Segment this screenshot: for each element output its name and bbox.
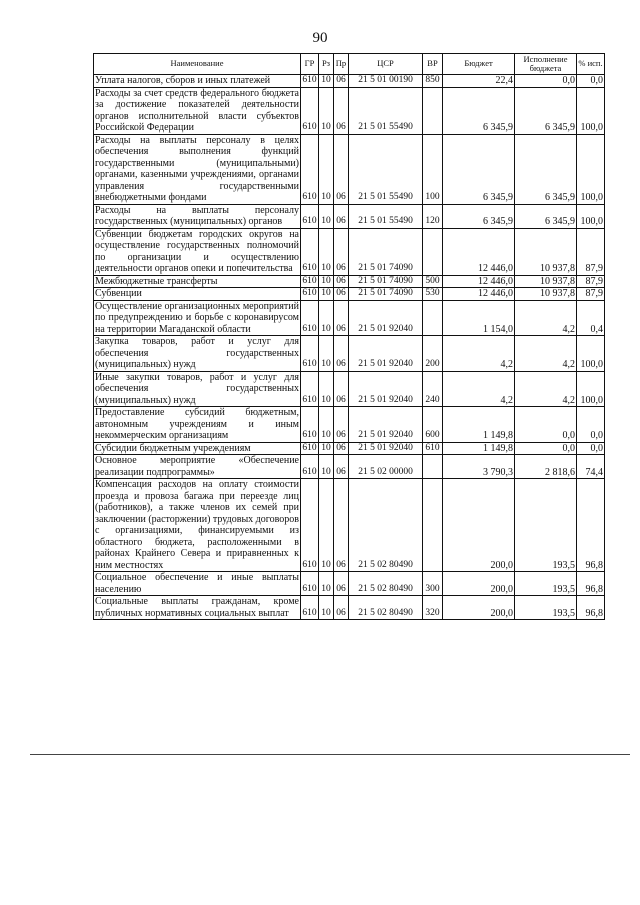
row-rz: 10 <box>319 596 334 620</box>
row-csr: 21 5 02 80490 <box>349 596 423 620</box>
row-execution: 193,5 <box>515 596 577 620</box>
table-row <box>94 455 605 479</box>
header-rz: Рз <box>319 54 334 75</box>
row-rz: 10 <box>319 75 334 88</box>
row-csr: 21 5 01 74090 <box>349 275 423 288</box>
row-percent: 96,8 <box>577 596 605 620</box>
table-row <box>94 572 605 596</box>
row-csr: 21 5 02 80490 <box>349 479 423 572</box>
row-csr: 21 5 02 80490 <box>349 572 423 596</box>
header-gr: ГР <box>301 54 319 75</box>
row-pr: 06 <box>334 228 349 275</box>
header-percent: % исп. <box>577 54 605 75</box>
row-pr: 06 <box>334 300 349 336</box>
row-name: Субсидии бюджетным учреждениям <box>94 442 301 455</box>
row-vr <box>423 228 443 275</box>
row-name: Уплата налогов, сборов и иных платежей <box>94 75 301 88</box>
row-execution: 0,0 <box>515 407 577 443</box>
row-execution: 10 937,8 <box>515 228 577 275</box>
row-budget: 6 345,9 <box>443 87 515 134</box>
row-pr: 06 <box>334 407 349 443</box>
row-name: Иные закупки товаров, работ и услуг для обеспечения государственных (муниципальных) нужд <box>95 371 299 406</box>
row-rz: 10 <box>319 407 334 443</box>
row-gr: 610 <box>301 87 319 134</box>
header-execution: Исполнение бюджета <box>515 54 577 75</box>
row-budget: 6 345,9 <box>443 134 515 204</box>
row-name: Расходы на выплаты персоналу государственных (муниципальных) органов <box>95 204 299 227</box>
row-pr: 06 <box>334 75 349 88</box>
row-name: Закупка товаров, работ и услуг для обеспечения государственных (муниципальных) нужд <box>95 336 299 370</box>
header-name: Наименование <box>94 54 301 75</box>
row-percent: 100,0 <box>577 336 605 372</box>
budget-table <box>93 53 605 620</box>
row-rz: 10 <box>319 300 334 336</box>
row-pr: 06 <box>334 371 349 407</box>
row-execution: 6 345,9 <box>515 134 577 204</box>
row-name: Расходы за счет средств федерального бюджета за достижение показателей деятельности органов исполнительной власти субъектов Российской Федерации <box>95 87 299 133</box>
row-vr: 850 <box>423 75 443 88</box>
row-budget: 200,0 <box>443 479 515 572</box>
row-csr: 21 5 01 92040 <box>349 336 423 372</box>
table-row <box>94 87 605 134</box>
row-csr: 21 5 01 00190 <box>349 75 423 88</box>
row-gr: 610 <box>301 455 319 479</box>
row-execution: 10 937,8 <box>515 275 577 288</box>
footer-divider <box>30 754 630 755</box>
table-row <box>94 204 605 228</box>
row-gr: 610 <box>301 204 319 228</box>
row-vr: 240 <box>423 371 443 407</box>
table-row <box>94 371 605 407</box>
row-percent: 96,8 <box>577 479 605 572</box>
row-vr: 600 <box>423 407 443 443</box>
table-row <box>94 442 605 455</box>
row-budget: 4,2 <box>443 336 515 372</box>
row-execution: 6 345,9 <box>515 87 577 134</box>
row-budget: 12 446,0 <box>443 288 515 301</box>
row-gr: 610 <box>301 407 319 443</box>
row-budget: 1 149,8 <box>443 442 515 455</box>
row-budget: 1 149,8 <box>443 407 515 443</box>
row-percent: 74,4 <box>577 455 605 479</box>
row-name: Социальное обеспечение и иные выплаты населению <box>95 572 299 595</box>
row-pr: 06 <box>334 442 349 455</box>
row-name: Субвенции <box>94 288 301 301</box>
row-budget: 12 446,0 <box>443 275 515 288</box>
table-header-row <box>94 54 605 75</box>
row-vr: 200 <box>423 336 443 372</box>
row-gr: 610 <box>302 442 317 453</box>
row-vr: 610 <box>423 442 443 455</box>
row-name: Компенсация расходов на оплату стоимости проезда и провоза багажа при переезде лиц (работников), а также членов их семей при заключении (расторжении) трудовых договоров с организациями, финансируемыми из областного бюджета, расположенными в районах Крайнего Севера и приравненных к ним местностях <box>95 479 299 571</box>
row-pr: 06 <box>334 275 349 288</box>
row-pr: 06 <box>334 455 349 479</box>
row-execution: 6 345,9 <box>515 204 577 228</box>
row-budget: 6 345,9 <box>443 204 515 228</box>
row-percent: 0,0 <box>577 407 605 443</box>
table-row <box>94 407 605 443</box>
row-pr: 06 <box>334 204 349 228</box>
row-percent: 87,9 <box>577 288 605 301</box>
row-gr: 610 <box>301 596 319 620</box>
row-execution: 2 818,6 <box>515 455 577 479</box>
row-execution: 10 937,8 <box>515 288 577 301</box>
table-row <box>94 596 605 620</box>
row-rz: 10 <box>319 204 334 228</box>
row-rz: 10 <box>319 288 334 301</box>
header-pr: Пр <box>334 54 349 75</box>
table-body <box>94 75 605 620</box>
row-budget: 1 154,0 <box>443 300 515 336</box>
header-csr: ЦСР <box>349 54 423 75</box>
row-rz: 10 <box>319 336 334 372</box>
header-vr: ВР <box>423 54 443 75</box>
row-gr: 610 <box>302 75 317 85</box>
row-pr: 06 <box>334 479 349 572</box>
row-gr: 610 <box>301 572 319 596</box>
row-vr: 530 <box>423 288 443 301</box>
table-row <box>94 75 605 88</box>
row-csr: 21 5 01 55490 <box>349 204 423 228</box>
row-gr: 610 <box>301 371 319 407</box>
row-budget: 3 790,3 <box>443 455 515 479</box>
row-name: Основное мероприятие «Обеспечение реализации подпрограммы» <box>95 455 299 478</box>
table-row <box>94 134 605 204</box>
row-rz: 10 <box>319 87 334 134</box>
row-vr: 300 <box>423 572 443 596</box>
row-csr: 21 5 01 55490 <box>349 87 423 134</box>
row-vr <box>423 479 443 572</box>
page-number: 90 <box>312 30 328 46</box>
row-gr: 610 <box>301 336 319 372</box>
row-percent: 100,0 <box>577 371 605 407</box>
row-vr <box>423 87 443 134</box>
row-percent: 100,0 <box>577 134 605 204</box>
row-percent: 0,4 <box>577 300 605 336</box>
row-gr: 610 <box>301 134 319 204</box>
row-rz: 10 <box>319 442 334 455</box>
row-percent: 0,0 <box>577 442 605 455</box>
row-name: Субвенции бюджетам городских округов на осуществление государственных полномочий по организации и осуществлению деятельности органов опеки и попечительства <box>95 228 299 274</box>
row-pr: 06 <box>334 336 349 372</box>
row-budget: 12 446,0 <box>443 228 515 275</box>
row-rz: 10 <box>319 479 334 572</box>
row-name: Межбюджетные трансферты <box>94 275 301 288</box>
row-csr: 21 5 01 74090 <box>349 228 423 275</box>
row-vr <box>423 300 443 336</box>
row-gr: 610 <box>302 275 317 286</box>
header-budget: Бюджет <box>443 54 515 75</box>
row-execution: 4,2 <box>515 336 577 372</box>
table-row <box>94 479 605 572</box>
row-percent: 0,0 <box>577 75 605 88</box>
row-vr: 320 <box>423 596 443 620</box>
row-percent: 96,8 <box>577 572 605 596</box>
row-rz: 10 <box>319 228 334 275</box>
row-vr <box>423 455 443 479</box>
row-gr: 610 <box>301 479 319 572</box>
row-execution: 4,2 <box>515 300 577 336</box>
row-csr: 21 5 01 92040 <box>349 371 423 407</box>
row-pr: 06 <box>334 572 349 596</box>
row-execution: 193,5 <box>515 572 577 596</box>
row-csr: 21 5 01 92040 <box>349 407 423 443</box>
row-rz: 10 <box>319 275 334 288</box>
row-percent: 87,9 <box>577 228 605 275</box>
row-execution: 4,2 <box>515 371 577 407</box>
row-csr: 21 5 02 00000 <box>349 455 423 479</box>
row-csr: 21 5 01 92040 <box>349 442 423 455</box>
row-csr: 21 5 01 92040 <box>349 300 423 336</box>
row-csr: 21 5 01 55490 <box>349 134 423 204</box>
row-name: Социальные выплаты гражданам, кроме публичных нормативных социальных выплат <box>95 596 299 619</box>
row-execution: 0,0 <box>515 442 577 455</box>
row-vr: 500 <box>423 275 443 288</box>
row-pr: 06 <box>334 87 349 134</box>
row-gr: 610 <box>301 228 319 275</box>
table-row <box>94 275 605 288</box>
row-rz: 10 <box>319 572 334 596</box>
table-row <box>94 300 605 336</box>
table-row <box>94 336 605 372</box>
row-csr: 21 5 01 74090 <box>349 288 423 301</box>
row-pr: 06 <box>334 288 349 301</box>
table-row <box>94 228 605 275</box>
row-pr: 06 <box>334 596 349 620</box>
row-vr: 120 <box>423 204 443 228</box>
row-rz: 10 <box>319 371 334 407</box>
row-budget: 200,0 <box>443 572 515 596</box>
table-row <box>94 288 605 301</box>
row-gr: 610 <box>301 300 319 336</box>
row-pr: 06 <box>334 134 349 204</box>
row-execution: 0,0 <box>515 75 577 88</box>
row-name: Осуществление организационных мероприятий по предупреждению и борьбе с коронавирусом на территории Магаданской области <box>95 300 299 335</box>
row-name: Расходы на выплаты персоналу в целях обеспечения выполнения функций государственными (муниципальными) органами, казенными учреждениями, органами управления государственными внебюджетными фондами <box>95 134 299 203</box>
row-gr: 610 <box>302 288 317 298</box>
row-budget: 4,2 <box>443 371 515 407</box>
row-vr: 100 <box>423 134 443 204</box>
row-budget: 200,0 <box>443 596 515 620</box>
row-percent: 87,9 <box>577 275 605 288</box>
row-percent: 100,0 <box>577 87 605 134</box>
row-name: Предоставление субсидий бюджетным, автономным учреждениям и иным некоммерческим организациям <box>95 407 299 441</box>
row-execution: 193,5 <box>515 479 577 572</box>
row-rz: 10 <box>319 455 334 479</box>
row-percent: 100,0 <box>577 204 605 228</box>
row-budget: 22,4 <box>443 75 515 88</box>
row-rz: 10 <box>319 134 334 204</box>
